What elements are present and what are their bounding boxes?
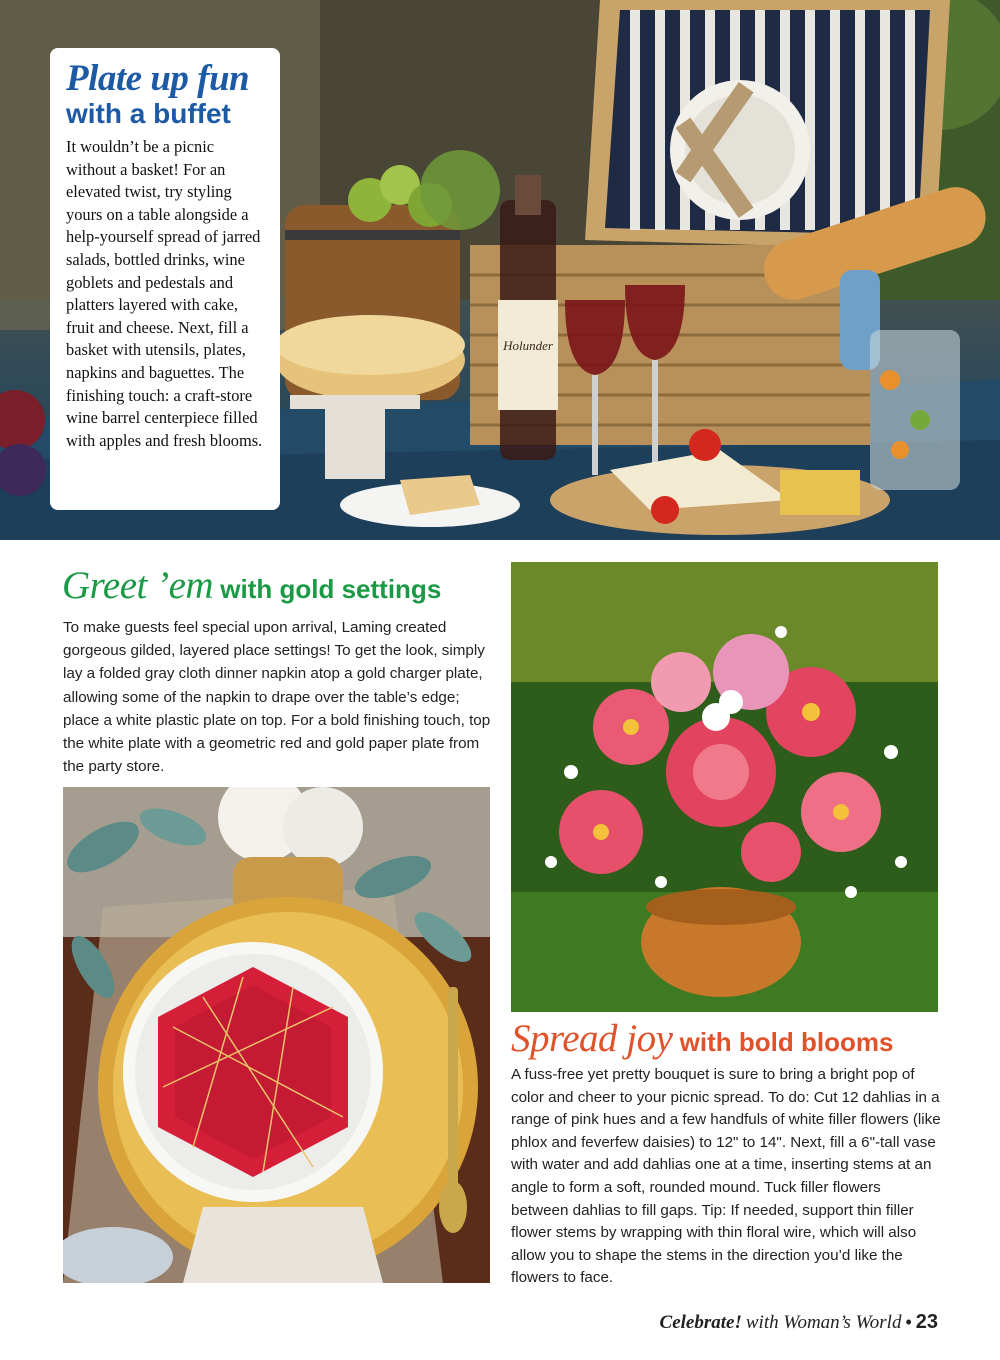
footer-magazine-name: Celebrate!: [659, 1312, 742, 1333]
greet-body: To make guests feel special upon arrival, Laming created gorgeous gilded, layered place settings! To get the look, simply lay a folded gray cloth dinner napkin atop a gold charger plate, allowing some of the napkin to drape over the table’s edge; place a white plastic plate on top. For a bold finishing touch, top the white plate with a geometric red and gold paper plate from the party store.: [63, 619, 491, 776]
greet-heading-rest: with gold settings: [213, 574, 442, 604]
greet-heading-italic: Greet ’em: [62, 564, 214, 607]
wine-label-text: Holunder: [503, 338, 553, 353]
callout-box: [50, 48, 280, 510]
place-setting-photo: [63, 787, 490, 1283]
greet-heading: [62, 563, 502, 607]
footer-bullet: •: [905, 1312, 912, 1332]
hero-picnic-photo: [0, 0, 1000, 540]
footer-with-text: with Woman’s World: [745, 1312, 902, 1333]
place-setting-illustration: [63, 787, 490, 1283]
page-footer: [660, 1311, 938, 1341]
page-number: 23: [915, 1311, 938, 1333]
flowers-photo: [511, 562, 938, 1012]
spread-heading-rest: with bold blooms: [672, 1027, 894, 1057]
callout-title-italic: Plate up fun: [66, 58, 250, 99]
callout-body: It wouldn’t be a picnic without a basket! For an elevated twist, try styling yours on a table alongside a help-yourself spread of jarred salads, bottled drinks, wine goblets and pedestals and platters layered with cake, fruit and cheese. Next, fill a basket with utensils, plates, napkins and baguettes. The finishing touch: a craft-store wine barrel centerpiece filled with apples and fresh blooms.: [66, 137, 263, 450]
spread-heading: [511, 1016, 951, 1060]
bouquet-illustration: [511, 562, 938, 1012]
callout-title-subtitle: with a buffet: [66, 98, 231, 129]
spread-body: A fuss-free yet pretty bouquet is sure to bring a bright pop of color and cheer to your picnic spread. To do: Cut 12 dahlias in a range of pink hues and a few handfuls of white filler flowers (like phlox and feverfew daisies) to 12" to 14". Next, fill a 6"-tall vase with water and add dahlias one at a time, inserting stems at an angle to form a soft, rounded mound. Tuck filler flowers between dahlias to fill gaps. Tip: If needed, support thin filler flower stems by wrapping with thin floral wire, which will also allow you to shape the stems in the direction you’d like the flowers to face.: [511, 1066, 941, 1287]
spread-heading-italic: Spread joy: [511, 1017, 673, 1060]
